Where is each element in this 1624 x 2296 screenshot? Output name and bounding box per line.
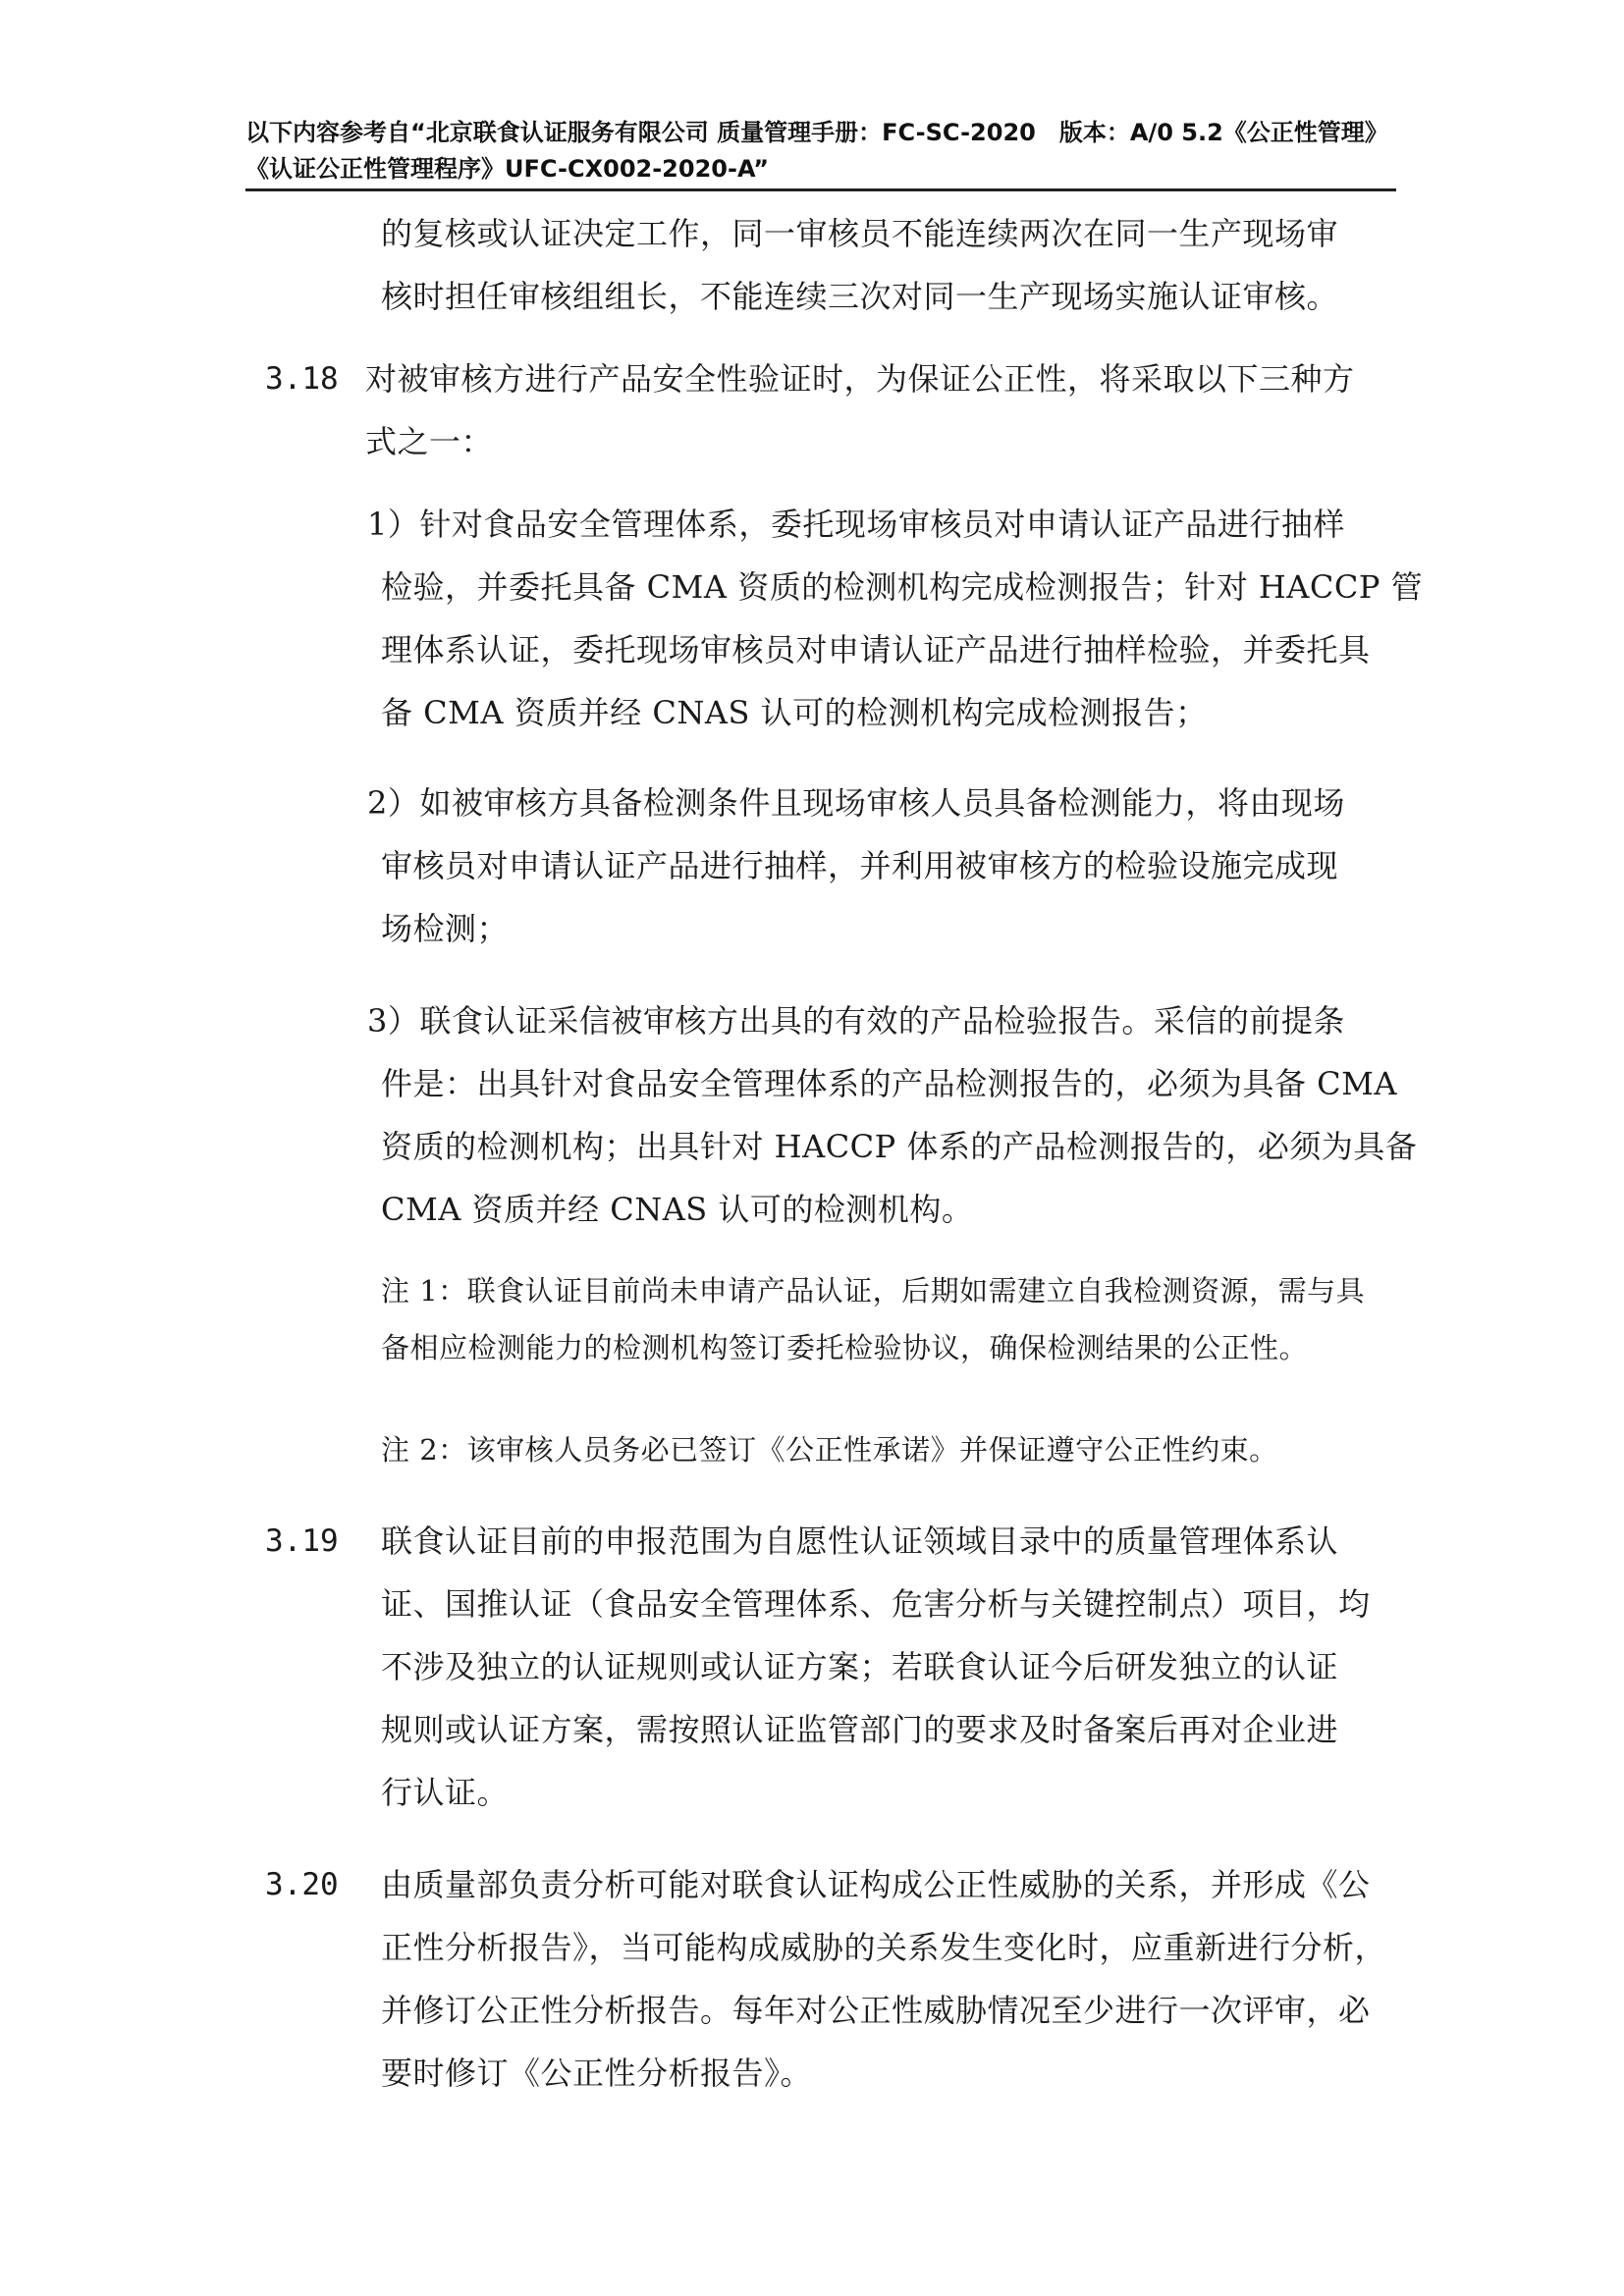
- header-line-1: 以下内容参考自“北京联食认证服务有限公司 质量管理手册：FC-SC-2020 版本：A/0 5.2《公正性管理》: [245, 119, 1388, 146]
- clause-number-3-18: 3.18: [265, 361, 339, 397]
- text-line: 对被审核方进行产品安全性验证时，为保证公正性，将采取以下三种方: [365, 360, 1355, 398]
- text-line: 审核员对申请认证产品进行抽样，并利用被审核方的检验设施完成现: [381, 847, 1339, 884]
- text-line: 证、国推认证（食品安全管理体系、危害分析与关键控制点）项目，均: [381, 1585, 1371, 1623]
- header-divider: [245, 188, 1396, 191]
- clause-3-19-text: [381, 1510, 1371, 1824]
- note-2: [381, 1421, 1278, 1478]
- text-line: 行认证。: [381, 1774, 510, 1811]
- list-item-3: [367, 989, 1417, 1241]
- text-line: 备 CMA 资质并经 CNAS 认可的检测机构完成检测报告；: [381, 694, 1208, 731]
- text-line: 备相应检测能力的检测机构签订委托检验协议，确保检测结果的公正性。: [381, 1331, 1309, 1364]
- text-line: 场检测；: [381, 910, 510, 947]
- text-line: 检验，并委托具备 CMA 资质的检测机构完成检测报告；针对 HACCP 管: [381, 568, 1424, 606]
- list-item-1: [367, 493, 1423, 744]
- text-line: 的复核或认证决定工作，同一审核员不能连续两次在同一生产现场审: [381, 215, 1339, 252]
- text-line: CMA 资质并经 CNAS 认可的检测机构。: [381, 1191, 974, 1228]
- text-line: 不涉及独立的认证规则或认证方案；若联食认证今后研发独立的认证: [381, 1648, 1339, 1685]
- text-line: 联食认证目前的申报范围为自愿性认证领域目录中的质量管理体系认: [381, 1522, 1339, 1560]
- text-line: 正性分析报告》，当可能构成威胁的关系发生变化时，应重新进行分析，: [381, 1929, 1387, 1966]
- clause-3-18-text: [365, 347, 1355, 473]
- text-line: 资质的检测机构；出具针对 HACCP 体系的产品检测报告的，必须为具备: [381, 1128, 1418, 1165]
- text-line: 式之一：: [365, 423, 494, 460]
- text-line: 核时担任审核组组长，不能连续三次对同一生产现场实施认证审核。: [381, 278, 1339, 315]
- text-line: 由质量部负责分析可能对联食认证构成公正性威胁的关系，并形成《公: [381, 1866, 1371, 1903]
- text-line: 并修订公正性分析报告。每年对公正性威胁情况至少进行一次评审，必: [381, 1992, 1371, 2029]
- clause-3-20-text: [381, 1853, 1386, 2105]
- text-line: 3）联食认证采信被审核方出具的有效的产品检验报告。采信的前提条: [367, 1002, 1345, 1040]
- text-line: 规则或认证方案，需按照认证监管部门的要求及时备案后再对企业进: [381, 1711, 1339, 1748]
- text-line: 注 1：联食认证目前尚未申请产品认证，后期如需建立自我检测资源，需与具: [381, 1274, 1366, 1308]
- clause-number-3-19: 3.19: [265, 1523, 339, 1559]
- text-line: 注 2：该审核人员务必已签订《公正性承诺》并保证遵守公正性约束。: [381, 1433, 1278, 1467]
- continuation-paragraph: [381, 202, 1338, 328]
- text-line: 理体系认证，委托现场审核员对申请认证产品进行抽样检验，并委托具: [381, 631, 1371, 668]
- text-line: 2）如被审核方具备检测条件且现场审核人员具备检测能力，将由现场: [367, 784, 1345, 822]
- list-item-2: [367, 772, 1345, 960]
- header-line-2: 《认证公正性管理程序》UFC-CX002-2020-A”: [245, 155, 770, 183]
- clause-number-3-20: 3.20: [265, 1867, 339, 1902]
- text-line: 要时修订《公正性分析报告》。: [381, 2055, 813, 2092]
- page-header: [245, 115, 1394, 187]
- text-line: 1）针对食品安全管理体系，委托现场审核员对申请认证产品进行抽样: [367, 506, 1345, 543]
- text-line: 件是：出具针对食品安全管理体系的产品检测报告的，必须为具备 CMA: [381, 1065, 1398, 1102]
- note-1: [381, 1262, 1365, 1376]
